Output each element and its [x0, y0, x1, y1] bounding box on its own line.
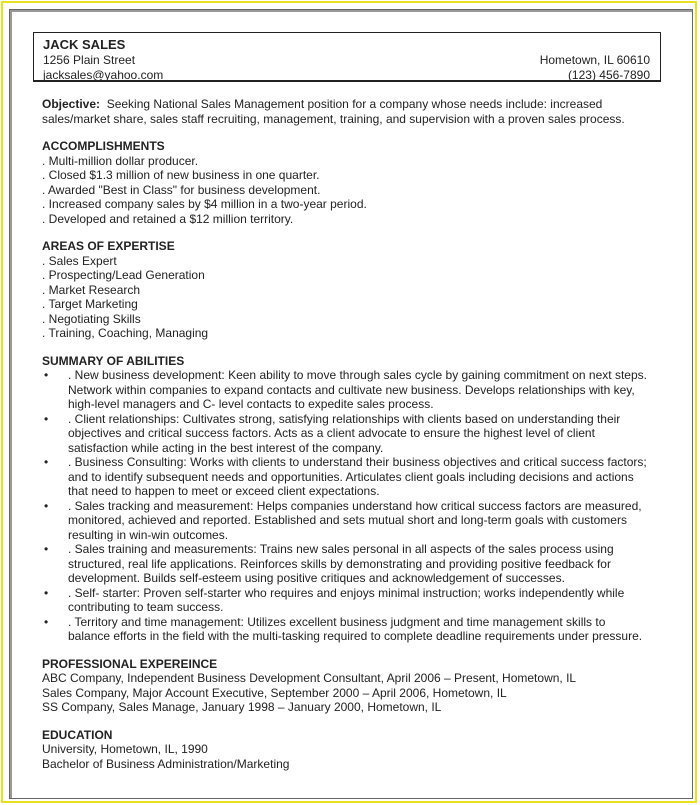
list-item: . Multi-million dollar producer.: [42, 153, 199, 168]
ability-line: high-level managers and C- level contacts to expedite sales process.: [68, 397, 434, 411]
objective-text-1: Seeking National Sales Management position for a company whose needs include: increased: [106, 97, 603, 111]
ability-item: [42, 412, 661, 456]
list-item: . Market Research: [42, 282, 141, 297]
ability-line: . Business Consulting: Works with clients to understand their business objectives and critical success factors;: [68, 455, 647, 469]
resume-body: [33, 97, 661, 771]
expertise-list: [42, 254, 661, 341]
bullet-icon: •: [44, 368, 49, 382]
list-item: . Sales Expert: [42, 253, 117, 268]
ability-item: [42, 615, 661, 644]
objective-label: Objective:: [42, 97, 101, 111]
list-item: Sales Company, Major Account Executive, September 2000 – April 2006, Hometown, IL: [42, 685, 507, 700]
ability-line: objectives and critical success factors. Acts as a client advocate to ensure the highest level of client: [68, 426, 595, 440]
ability-line: structured, real life applications. Reinforces skills by demonstrating and providing positive feedback for: [68, 556, 611, 571]
bullet-icon: •: [44, 614, 49, 629]
ability-item: [42, 455, 661, 499]
list-item: Bachelor of Business Administration/Marketing: [42, 756, 290, 771]
bullet-icon: •: [44, 585, 49, 600]
bullet-icon: •: [44, 455, 49, 469]
objective-text-2: sales/market share, sales staff recruiting, management, training, and supervision with a proven sales process.: [42, 111, 625, 126]
ability-line: that need to happen to meet or exceed client expectations.: [68, 484, 380, 498]
contact-header: [33, 32, 661, 82]
abilities-heading: SUMMARY OF ABILITIES: [42, 353, 185, 368]
ability-line: . Client relationships: Cultivates strong, satisfying relationships with clients based on understanding their: [68, 411, 621, 426]
objective-section: [42, 97, 661, 126]
email-address: jacksales@yahoo.com: [43, 68, 164, 82]
experience-list: [42, 671, 661, 715]
list-item: University, Hometown, IL, 1990: [42, 742, 208, 756]
street-address: 1256 Plain Street: [43, 53, 136, 67]
list-item: . Closed $1.3 million of new business in one quarter.: [42, 168, 320, 182]
ability-line: . New business development: Keen ability to move through sales cycle by gaining commitment on next steps.: [68, 368, 647, 382]
ability-line: resulting in win-win outcomes.: [68, 527, 229, 542]
bullet-icon: •: [44, 542, 49, 556]
ability-line: . Sales training and measurements: Trains new sales personal in all aspects of the sales process using: [68, 542, 614, 556]
ability-line: . Territory and time management: Utilizes excellent business judgment and time management skills to: [68, 614, 606, 629]
list-item: . Prospecting/Lead Generation: [42, 268, 205, 282]
list-item: . Negotiating Skills: [42, 311, 141, 326]
education-heading: EDUCATION: [42, 727, 113, 742]
list-item: . Awarded "Best in Class" for business development.: [42, 182, 321, 197]
ability-line: balance efforts in the field with the multi-tasking required to complete deadline requirements under pressure.: [68, 629, 643, 643]
bullet-icon: •: [44, 498, 49, 513]
ability-line: contributing to team success.: [68, 600, 224, 614]
ability-line: Network within companies to expand contacts and cultivate new business. Develops relationships with key,: [68, 382, 635, 397]
list-item: SS Company, Sales Manage, January 1998 – January 2000, Hometown, IL: [42, 700, 442, 714]
abilities-list: [42, 368, 661, 644]
ability-item: [42, 368, 661, 412]
list-item: . Target Marketing: [42, 297, 138, 311]
ability-line: development. Builds self-esteem using positive critiques and acknowledgement of successes.: [68, 571, 565, 585]
ability-item: [42, 586, 661, 615]
ability-item: [42, 542, 661, 586]
city-state-zip: Hometown, IL 60610: [539, 53, 650, 67]
list-item: . Increased company sales by $4 million in a two-year period.: [42, 197, 367, 211]
list-item: . Training, Coaching, Managing: [42, 326, 209, 340]
bullet-icon: •: [44, 411, 49, 426]
expertise-heading: AREAS OF EXPERTISE: [42, 239, 175, 253]
ability-line: . Sales tracking and measurement: Helps companies understand how critical success factors are measured,: [68, 498, 642, 513]
ability-line: . Self- starter: Proven self-starter who requires and enjoys minimal instruction; works independently while: [68, 585, 625, 600]
ability-line: monitored, achieved and reported. Established and sets mutual short and long-term goals with customers: [68, 513, 627, 527]
candidate-name: JACK SALES: [43, 37, 126, 52]
list-item: ABC Company, Independent Business Development Consultant, April 2006 – Present, Hometown, IL: [42, 671, 577, 685]
accomplishments-heading: ACCOMPLISHMENTS: [42, 139, 165, 153]
accomplishments-list: [42, 154, 661, 227]
list-item: . Developed and retained a $12 million territory.: [42, 211, 294, 226]
ability-line: satisfaction while acting in the best interest of the company.: [68, 440, 384, 455]
ability-line: and to identify subsequent needs and opportunities. Articulates client goals including decisions and actions: [68, 469, 634, 484]
education-list: [42, 742, 661, 771]
resume-page: [33, 32, 661, 792]
ability-item: [42, 499, 661, 543]
phone-number: (123) 456-7890: [567, 68, 650, 82]
experience-heading: PROFESSIONAL EXPEREINCE: [42, 656, 218, 671]
